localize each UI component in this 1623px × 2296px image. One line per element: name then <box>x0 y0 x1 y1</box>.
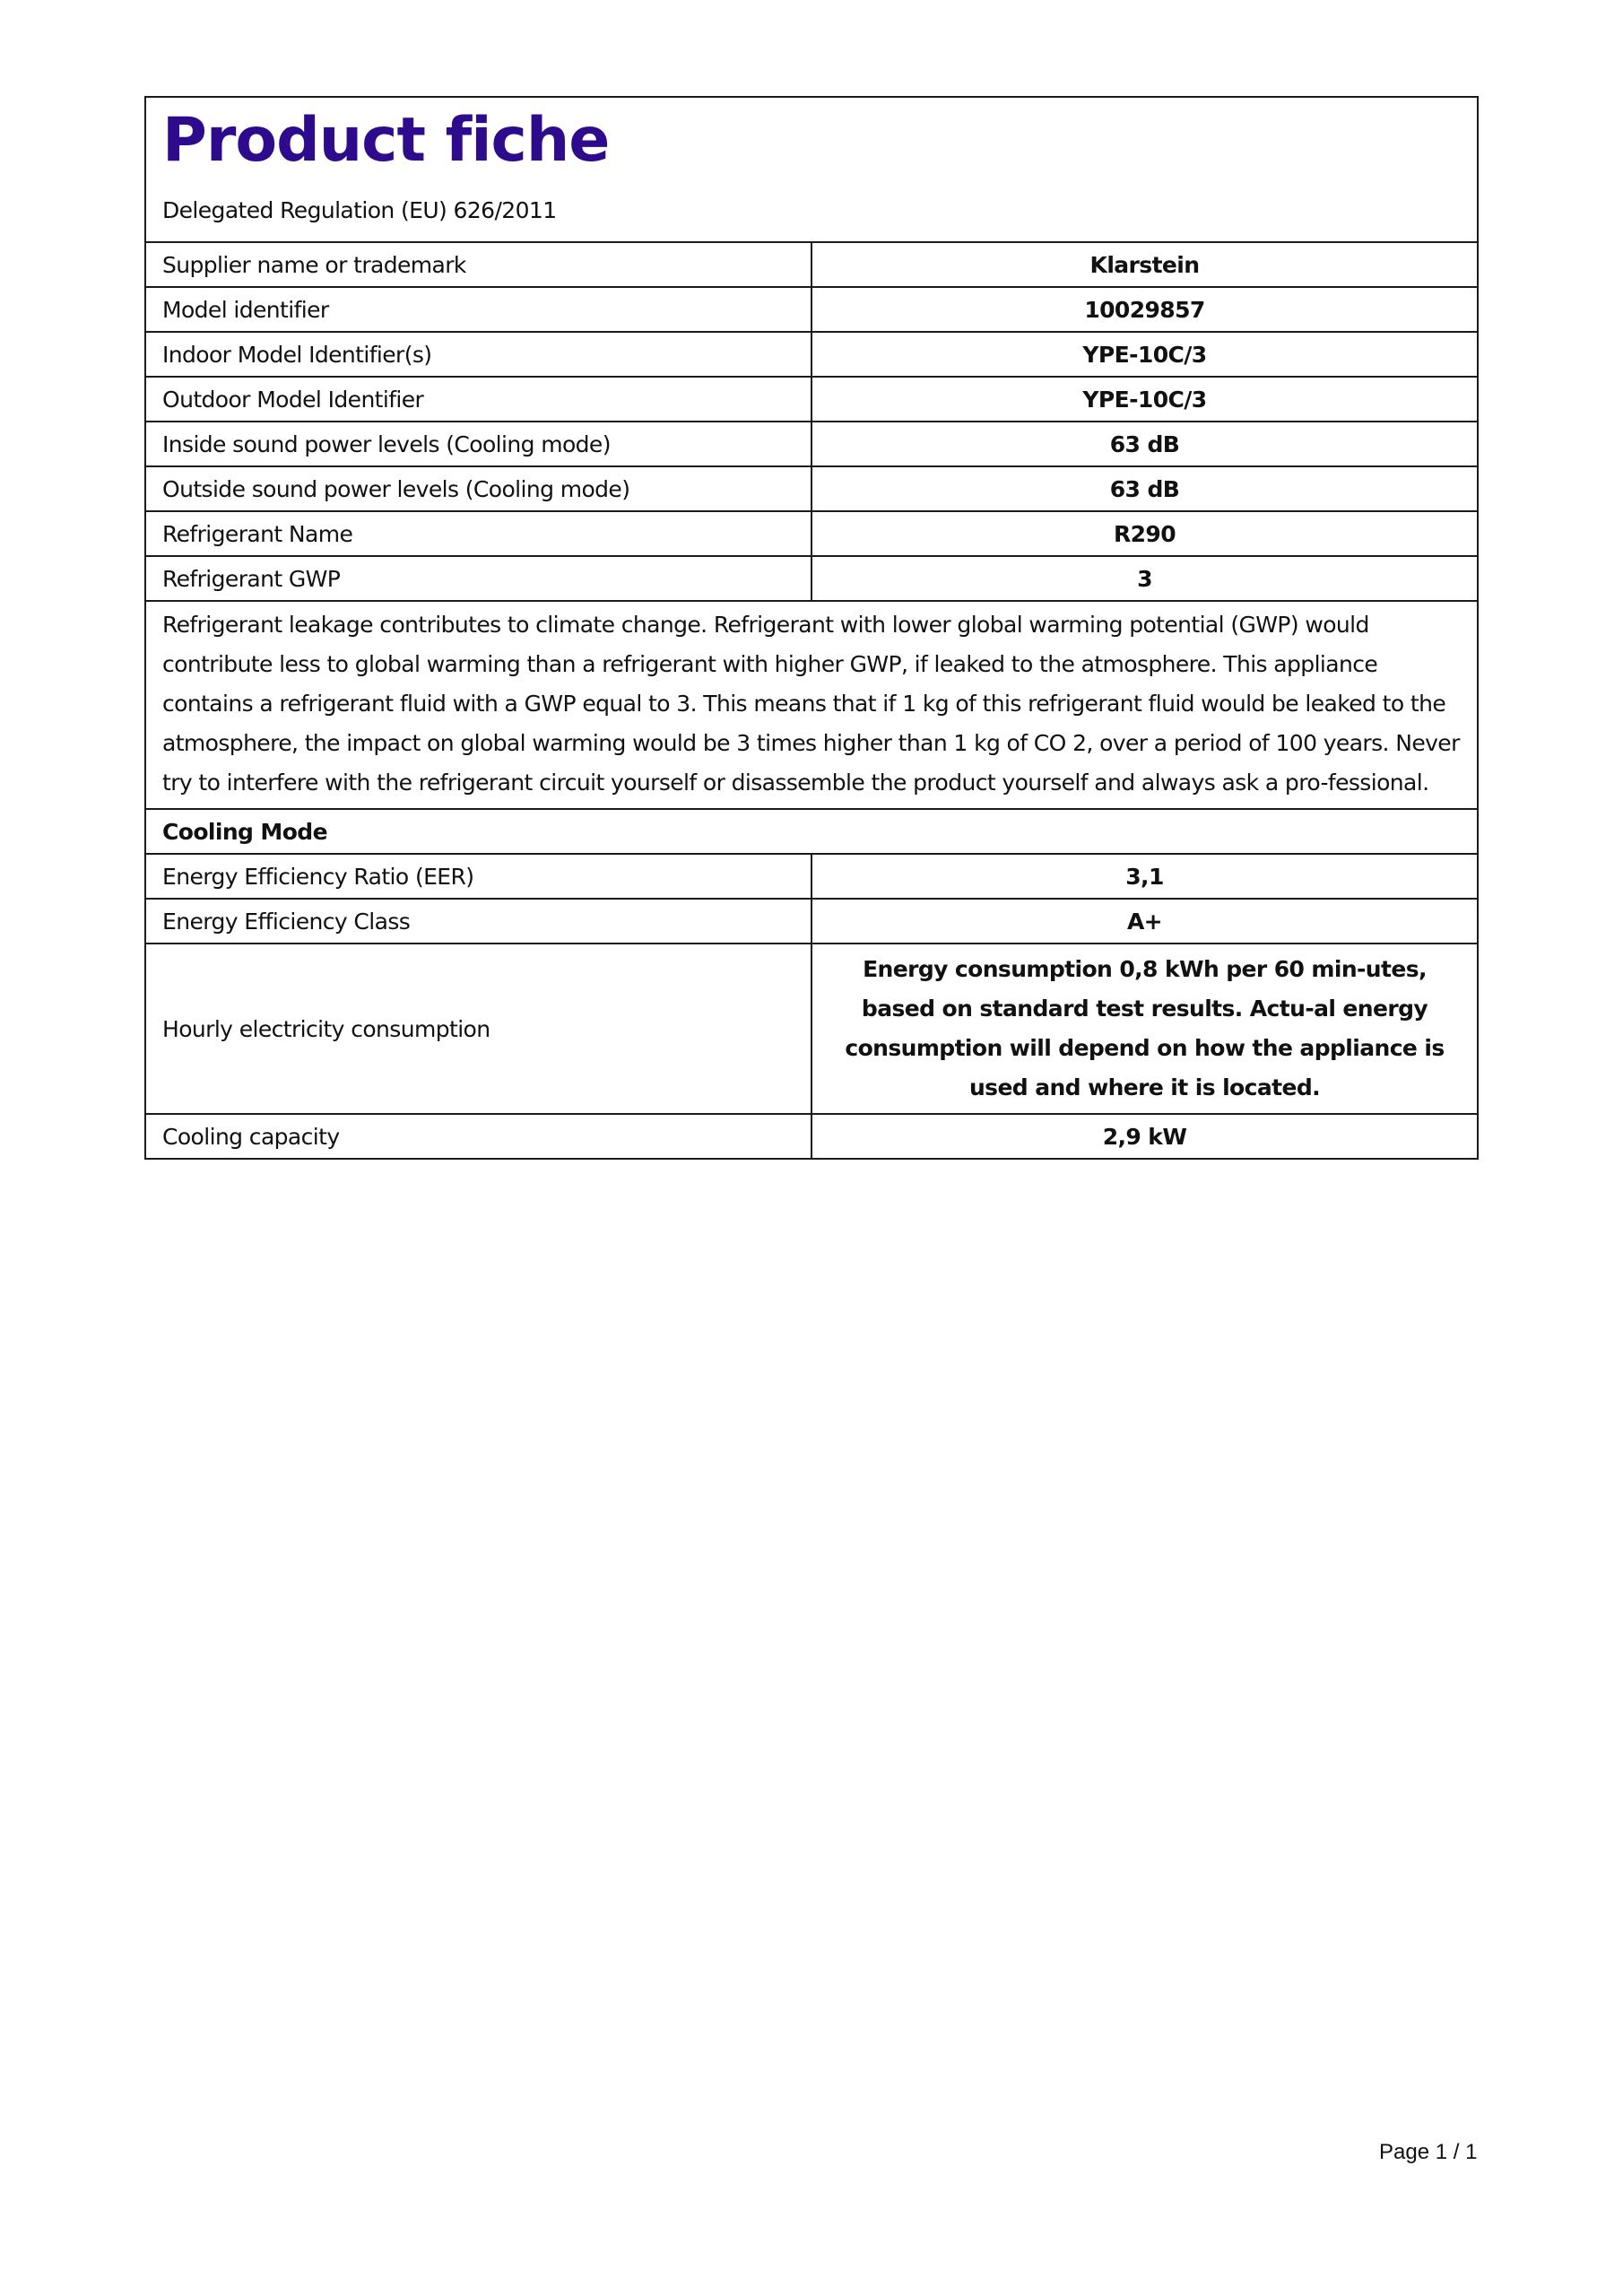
row-value: 2,9 kW <box>812 1114 1478 1159</box>
row-value: 63 dB <box>812 466 1478 511</box>
table-row <box>145 287 1478 332</box>
row-value: 3 <box>812 556 1478 601</box>
row-label: Outdoor Model Identifier <box>145 377 812 422</box>
page-number: Page 1 / 1 <box>1379 2140 1478 2164</box>
row-label: Refrigerant GWP <box>145 556 812 601</box>
product-fiche-sheet <box>144 96 1479 1160</box>
table-row <box>145 466 1478 511</box>
row-value: Energy consumption 0,8 kWh per 60 min-utes, based on standard test results. Actu-al energy consumption will depend on how the appliance is used and where it is located. <box>812 944 1478 1114</box>
row-label: Hourly electricity consumption <box>145 944 812 1114</box>
row-label: Model identifier <box>145 287 812 332</box>
table-row <box>145 854 1478 899</box>
row-value: Klarstein <box>812 242 1478 287</box>
header-cell <box>145 97 1478 242</box>
row-label: Inside sound power levels (Cooling mode) <box>145 422 812 466</box>
row-label: Refrigerant Name <box>145 511 812 556</box>
table-row <box>145 332 1478 377</box>
row-label: Indoor Model Identifier(s) <box>145 332 812 377</box>
row-label: Cooling capacity <box>145 1114 812 1159</box>
row-value: YPE-10C/3 <box>812 332 1478 377</box>
row-value: 3,1 <box>812 854 1478 899</box>
cooling-mode-heading: Cooling Mode <box>145 809 1478 854</box>
table-row <box>145 1114 1478 1159</box>
page-title: Product fiche <box>162 105 610 176</box>
refrigerant-notice-row <box>145 601 1478 809</box>
product-fiche-table <box>144 96 1479 1160</box>
table-row <box>145 242 1478 287</box>
row-label: Energy Efficiency Class <box>145 899 812 944</box>
row-value: A+ <box>812 899 1478 944</box>
row-value: YPE-10C/3 <box>812 377 1478 422</box>
section-row <box>145 809 1478 854</box>
row-label: Outside sound power levels (Cooling mode) <box>145 466 812 511</box>
table-row <box>145 511 1478 556</box>
refrigerant-notice: Refrigerant leakage contributes to climate change. Refrigerant with lower global warming potential (GWP) would contribute less to global warming than a refrigerant with higher GWP, if leaked to the atmosphere. This appliance contains a refrigerant fluid with a GWP equal to 3. This means that if 1 kg of this refrigerant fluid would be leaked to the atmosphere, the impact on global warming would be 3 times higher than 1 kg of CO 2, over a period of 100 years. Never try to interfere with the refrigerant circuit yourself or disassemble the product yourself and always ask a pro-fessional. <box>145 601 1478 809</box>
row-value: R290 <box>812 511 1478 556</box>
table-row <box>145 899 1478 944</box>
row-value: 63 dB <box>812 422 1478 466</box>
table-row <box>145 422 1478 466</box>
row-label: Energy Efficiency Ratio (EER) <box>145 854 812 899</box>
table-row <box>145 944 1478 1114</box>
row-value: 10029857 <box>812 287 1478 332</box>
table-row <box>145 377 1478 422</box>
table-row <box>145 556 1478 601</box>
header-row <box>145 97 1478 242</box>
regulation-subtitle: Delegated Regulation (EU) 626/2011 <box>162 197 557 223</box>
row-label: Supplier name or trademark <box>145 242 812 287</box>
